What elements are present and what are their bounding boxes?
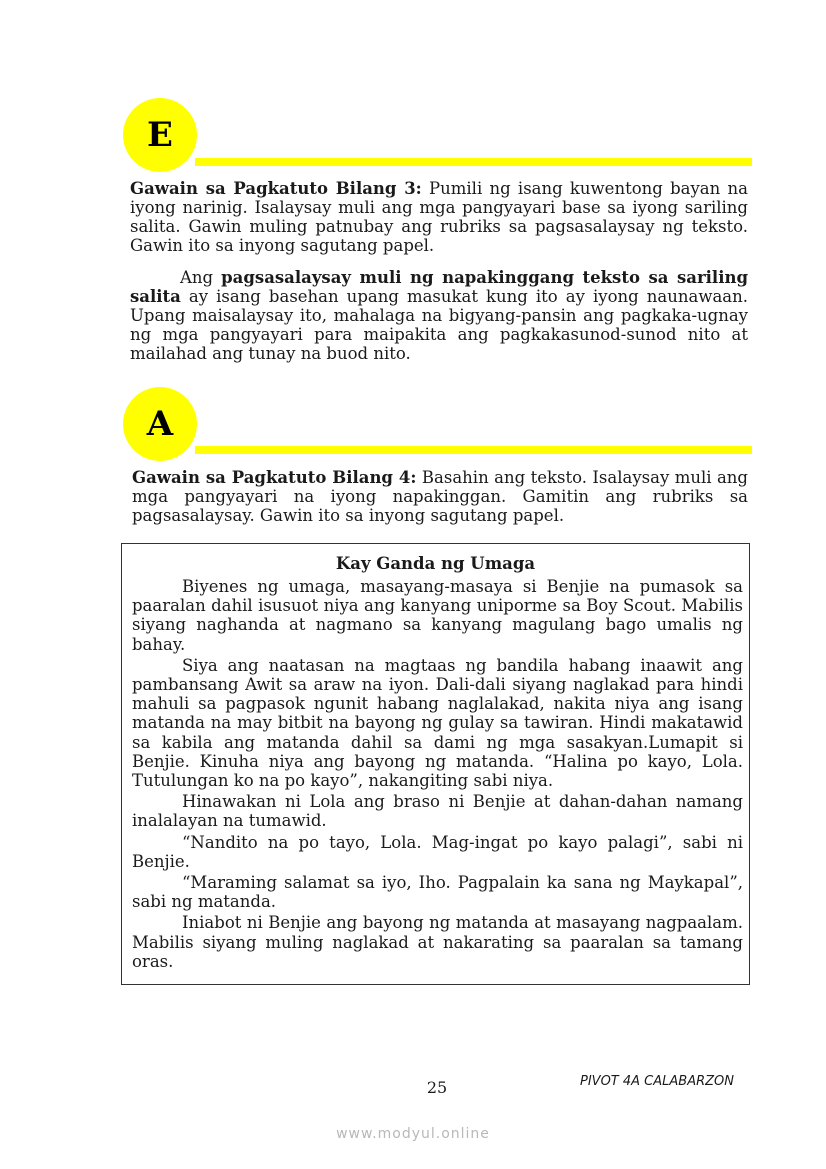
activity-4-label: Gawain sa Pagkatuto Bilang 4: bbox=[132, 468, 417, 487]
story-paragraph: Hinawakan ni Lola ang braso ni Benjie at dahan-dahan namang inalalayan na tumawid. bbox=[132, 792, 743, 831]
story-paragraph: Iniabot ni Benjie ang bayong ng matanda at masayang nagpaalam. Mabilis siyang muling naglakad at nakarating sa paaralan sa tamang oras. bbox=[132, 913, 743, 971]
series-label: PIVOT 4A CALABARZON bbox=[580, 1074, 734, 1089]
intro-paragraph bbox=[130, 268, 748, 363]
section-a-badge bbox=[123, 387, 197, 461]
section-a-divider bbox=[195, 446, 752, 454]
intro-bold: pagsasalaysay muli ng napakinggang teksto sa sariling salita bbox=[130, 268, 749, 306]
intro-prefix: Ang bbox=[180, 268, 222, 287]
activity-3-label: Gawain sa Pagkatuto Bilang 3: bbox=[130, 179, 422, 198]
story-paragraph: Biyenes ng umaga, masayang-masaya si Benjie na pumasok sa paaralan dahil isusuot niya ang kanyang uniporme sa Boy Scout. Mabilis siyang naghanda at nagmano sa kanyang magulang bago umalis ng bahay. bbox=[132, 577, 743, 654]
activity-4-instructions bbox=[132, 468, 748, 525]
activity-3-text: Pumili ng isang kuwentong bayan na iyong narinig. Isalaysay muli ang mga pangyayari base sa iyong sariling salita. Gawin muling patnubay ang rubriks sa pagsasalaysay ng teksto. Gawin ito sa inyong sagutang papel. bbox=[130, 179, 748, 255]
story-box bbox=[121, 543, 750, 985]
page-number: 25 bbox=[426, 1078, 448, 1097]
section-e-letter: E bbox=[147, 115, 173, 155]
story-paragraph: “Maraming salamat sa iyo, Iho. Pagpalain ka sana ng Maykapal”, sabi ng matanda. bbox=[132, 873, 743, 912]
story-paragraph: Siya ang naatasan na magtaas ng bandila habang inaawit ang pambansang Awit sa araw na iyon. Dali-dali siyang naglakad para hindi mahuli sa pagpasok ngunit habang naglalakad, nakita niya ang isang matanda na may bitbit na bayong ng gulay sa tawiran. Hindi makatawid sa kabila ang matanda dahil sa dami ng mga sasakyan.Lumapit si Benjie. Kinuha niya ang bayong ng matanda. “Halina po kayo, Lola. Tutulungan ko na po kayo”, nakangiting sabi niya. bbox=[132, 655, 743, 791]
story-paragraph: “Nandito na po tayo, Lola. Mag-ingat po kayo palagi”, sabi ni Benjie. bbox=[132, 832, 743, 871]
activity-3-instructions bbox=[130, 179, 748, 255]
section-e-badge bbox=[123, 98, 197, 172]
section-e-divider bbox=[195, 158, 752, 166]
section-a-letter: A bbox=[146, 404, 174, 444]
story-body bbox=[132, 577, 743, 973]
activity-4-text: Basahin ang teksto. Isalaysay muli ang mga pangyayari na iyong napakinggan. Gamitin ang rubriks sa pagsasalaysay. Gawin ito sa inyong sagutang papel. bbox=[132, 468, 748, 525]
story-title: Kay Ganda ng Umaga bbox=[335, 554, 536, 573]
watermark: www.modyul.online bbox=[336, 1126, 490, 1142]
intro-rest: ay isang basehan upang masukat kung ito ay iyong naunawaan. Upang maisalaysay ito, mahalaga na bigyang-pansin ang pagkaka-ugnay ng mga pangyayari para maipakita ang pagkakasunod-sunod nito at mailahad ang tunay na buod nito. bbox=[130, 287, 748, 363]
